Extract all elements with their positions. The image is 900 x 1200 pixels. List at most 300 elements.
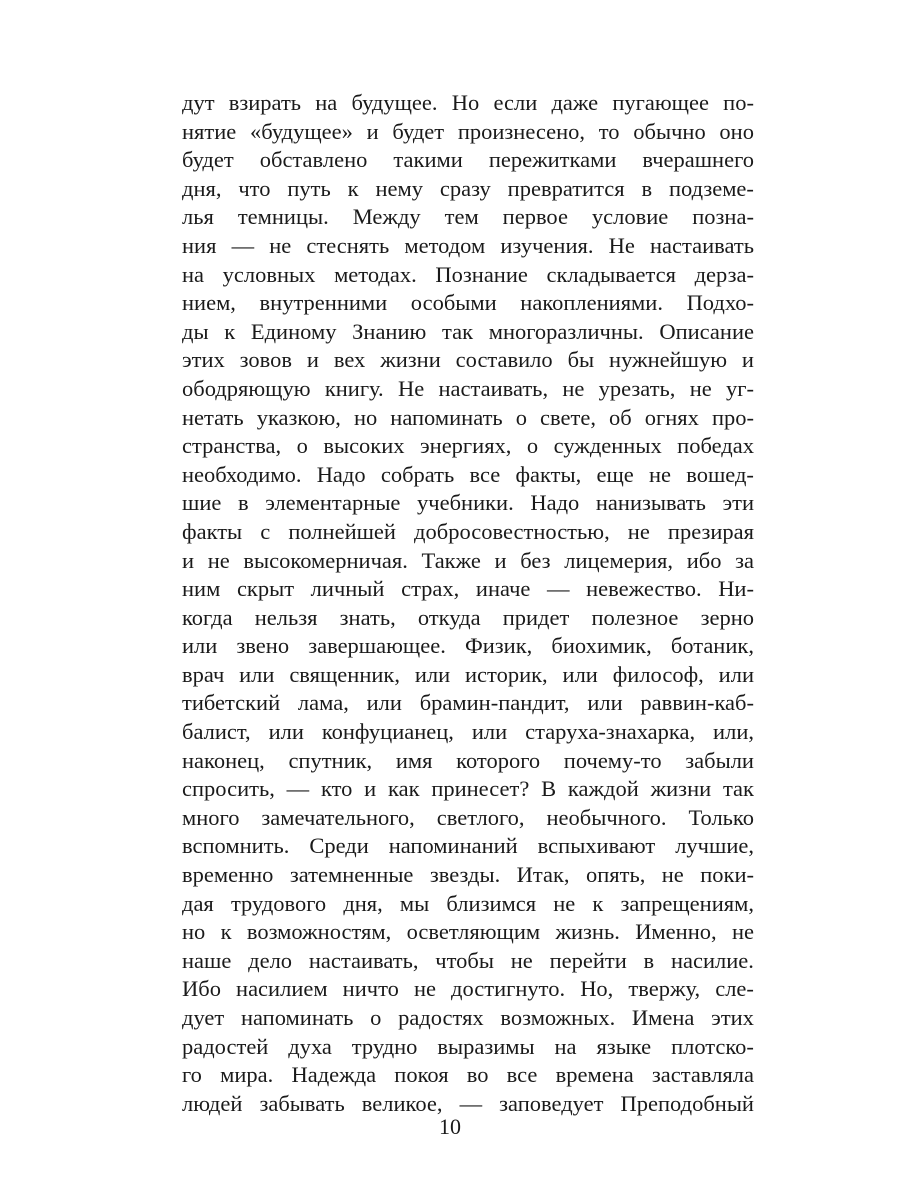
- text-line: [182, 1033, 754, 1062]
- text-line: [182, 604, 754, 633]
- word: Подхо-: [686, 290, 754, 316]
- text-line-words: [182, 632, 754, 661]
- word: го: [182, 1062, 202, 1088]
- word: накоплениями.: [520, 290, 663, 316]
- word: Надо: [316, 461, 366, 487]
- word: врач: [182, 661, 225, 687]
- word: на: [554, 1033, 577, 1059]
- word: скрыт: [236, 576, 295, 602]
- word: или: [587, 690, 623, 716]
- word: историк,: [465, 661, 548, 687]
- word: наше: [182, 947, 232, 973]
- text-line-words: [182, 747, 754, 776]
- word: радостей: [182, 1033, 269, 1059]
- word: тем: [444, 204, 479, 230]
- word: имя: [395, 747, 433, 773]
- word: или: [239, 661, 275, 687]
- word: плотско-: [671, 1033, 754, 1059]
- word: свете,: [540, 404, 596, 430]
- word: о: [515, 404, 527, 430]
- word: к: [224, 318, 236, 344]
- text-line-words: [182, 1061, 754, 1090]
- text-line: [182, 404, 754, 433]
- word: полнейшей: [288, 518, 396, 544]
- word: об: [609, 404, 632, 430]
- word: невежество.: [586, 576, 702, 602]
- word: перейти: [549, 947, 627, 973]
- word: складывается: [546, 261, 676, 287]
- text-line-words: [182, 575, 754, 604]
- word: оно: [719, 118, 754, 144]
- word: жизни: [650, 776, 712, 802]
- text-line-words: [182, 318, 754, 347]
- word: светлого,: [436, 804, 525, 830]
- word: зовов: [239, 347, 293, 373]
- word: Имена: [631, 1005, 695, 1030]
- word: к: [592, 890, 604, 916]
- word: Надо: [530, 490, 580, 516]
- word: старуха-знахарка,: [525, 719, 696, 745]
- word: мы: [399, 890, 430, 916]
- word: особыми: [410, 290, 497, 316]
- text-line: [182, 661, 754, 690]
- word: если: [493, 90, 538, 115]
- word: ним: [182, 576, 221, 602]
- text-line: [182, 261, 754, 290]
- word: или: [718, 661, 754, 687]
- text-line-words: [182, 947, 754, 976]
- word: зерно: [700, 604, 754, 630]
- word: духа: [288, 1033, 332, 1059]
- word: так: [442, 318, 474, 344]
- word: про-: [711, 404, 754, 430]
- word: священник,: [289, 661, 400, 687]
- word: —: [547, 576, 570, 602]
- text-line-words: [182, 804, 754, 833]
- word: многоразличны.: [488, 318, 644, 344]
- word: в: [641, 175, 653, 201]
- text-line-words: [182, 461, 754, 490]
- word: мира.: [220, 1062, 274, 1088]
- word: —: [286, 776, 310, 802]
- word: эти: [722, 490, 754, 516]
- word: произнесено,: [457, 118, 586, 144]
- word: Надежда: [291, 1062, 377, 1088]
- word: все: [506, 1062, 538, 1088]
- word: завершающее.: [308, 633, 446, 659]
- word: В: [541, 776, 557, 802]
- word: почему-то: [563, 747, 662, 773]
- body-text: [182, 89, 754, 1118]
- word: откуда: [417, 604, 481, 630]
- word: огнях: [644, 404, 699, 430]
- word: Не: [608, 232, 635, 258]
- word: когда: [182, 604, 233, 630]
- word: запрещениям,: [620, 890, 754, 916]
- word: энергиях,: [420, 433, 512, 459]
- word: Знанию: [352, 318, 427, 344]
- text-line: [182, 489, 754, 518]
- word: подземе-: [668, 175, 754, 201]
- word: книгу.: [324, 375, 384, 401]
- word: первое: [502, 204, 568, 230]
- word: будет: [392, 118, 445, 144]
- word: философ,: [612, 661, 704, 687]
- word: шие: [182, 490, 222, 516]
- word: звено: [236, 633, 290, 659]
- word: не: [689, 375, 712, 401]
- word: вспомнить.: [182, 833, 290, 859]
- word: путь: [287, 175, 331, 201]
- word: выразимы: [437, 1033, 535, 1059]
- word: вех: [333, 347, 366, 373]
- word: обычно: [633, 118, 706, 144]
- word: настаивать,: [308, 947, 419, 973]
- word: уг-: [725, 375, 754, 401]
- word: в: [237, 490, 249, 516]
- word: Также: [421, 547, 481, 573]
- word: о: [526, 433, 539, 459]
- word: и: [366, 118, 379, 144]
- text-line: [182, 804, 754, 833]
- word: то: [598, 118, 620, 144]
- word: будущее.: [351, 90, 438, 115]
- word: собрать: [380, 461, 455, 487]
- word: этих: [182, 347, 225, 373]
- word: методах.: [334, 261, 417, 287]
- word: факты: [182, 518, 243, 544]
- text-line-words: [182, 489, 754, 518]
- word: Ибо: [182, 976, 221, 1002]
- word: трудового: [230, 890, 327, 916]
- word: времена: [555, 1062, 634, 1088]
- word: указкою,: [256, 404, 341, 430]
- word: дая: [182, 890, 214, 916]
- word: затемненные: [289, 862, 414, 888]
- word: не: [649, 461, 672, 487]
- word: Но,: [580, 976, 614, 1002]
- text-line: [182, 890, 754, 919]
- text-line: [182, 232, 754, 261]
- word: не: [627, 518, 650, 544]
- text-line-words: [182, 346, 754, 375]
- word: даже: [551, 90, 599, 115]
- word: или: [366, 690, 402, 716]
- text-line-words: [182, 118, 754, 147]
- word: близимся: [446, 890, 537, 916]
- word: Только: [688, 804, 754, 830]
- word: изучения.: [500, 232, 594, 258]
- word: радостях: [398, 1005, 484, 1030]
- word: придет: [502, 604, 570, 630]
- word: о: [370, 1005, 382, 1030]
- word: дня,: [182, 175, 222, 201]
- word: жизни: [380, 347, 441, 373]
- word: или: [414, 661, 451, 687]
- word: за: [735, 547, 754, 573]
- word: не: [731, 919, 754, 945]
- word: принесет?: [431, 776, 530, 802]
- word: напоминать: [390, 404, 503, 430]
- word: страх,: [401, 576, 460, 602]
- word: временно: [182, 862, 274, 888]
- text-line-words: [182, 861, 754, 890]
- word: и: [364, 776, 377, 802]
- word: ибо: [686, 547, 722, 573]
- word: —: [231, 232, 255, 258]
- word: звезды.: [429, 862, 501, 888]
- word: с: [260, 518, 271, 544]
- text-line-words: [182, 975, 754, 1004]
- word: насилие.: [670, 947, 754, 973]
- word: странства,: [182, 433, 282, 459]
- text-line: [182, 432, 754, 461]
- word: трудно: [351, 1033, 418, 1059]
- word: дут: [182, 90, 215, 115]
- word: дня,: [343, 890, 383, 916]
- text-line: [182, 832, 754, 861]
- text-line-words: [182, 689, 754, 718]
- word: нием,: [182, 290, 236, 316]
- word: все: [469, 461, 501, 487]
- word: биохимик,: [551, 633, 652, 659]
- text-line-words: [182, 432, 754, 461]
- text-line: [182, 289, 754, 318]
- word: ния: [182, 232, 217, 258]
- word: что: [238, 175, 271, 201]
- text-line-words: [182, 775, 754, 804]
- text-line-words: [182, 1033, 754, 1062]
- word: высоких: [323, 433, 405, 459]
- word: поки-: [700, 862, 754, 888]
- text-line: [182, 518, 754, 547]
- word: Описание: [659, 318, 754, 344]
- word: сле-: [715, 976, 754, 1002]
- word: учебники.: [417, 490, 514, 516]
- word: высокомерничая.: [243, 547, 408, 573]
- text-line: [182, 575, 754, 604]
- word: или: [268, 719, 304, 745]
- text-line-words: [182, 1004, 754, 1033]
- word: будет: [182, 147, 234, 173]
- word: тибетский: [182, 690, 281, 716]
- word: нетать: [182, 404, 244, 430]
- text-line: [182, 632, 754, 661]
- text-line: [182, 118, 754, 147]
- word: балист,: [182, 719, 251, 745]
- text-line-words: [182, 89, 754, 118]
- word: ды: [182, 318, 209, 344]
- word: не: [269, 232, 292, 258]
- word: Не: [397, 375, 425, 401]
- word: Среди: [309, 833, 369, 859]
- word: этих: [711, 1005, 754, 1030]
- word: или: [562, 661, 598, 687]
- text-line: [182, 146, 754, 175]
- word: —: [459, 1090, 483, 1116]
- text-line-words: [182, 547, 754, 576]
- word: еще: [596, 461, 634, 487]
- word: но: [353, 404, 378, 430]
- word: «будущее»: [249, 118, 353, 144]
- word: вчерашнего: [642, 147, 754, 173]
- text-line-words: [182, 918, 754, 947]
- word: как: [388, 776, 420, 802]
- word: напоминаний: [388, 833, 518, 859]
- word: добросовестностью,: [414, 518, 610, 544]
- text-line: [182, 975, 754, 1004]
- word: дует: [182, 1005, 225, 1030]
- word: урезать,: [598, 375, 676, 401]
- text-line: [182, 718, 754, 747]
- word: иначе: [475, 576, 531, 602]
- text-line: [182, 203, 754, 232]
- word: забывать: [259, 1090, 345, 1116]
- word: бы: [567, 347, 595, 373]
- text-line: [182, 747, 754, 776]
- word: каждой: [567, 776, 639, 802]
- word: и: [494, 547, 507, 573]
- word: наконец,: [182, 747, 265, 773]
- word: Познание: [435, 261, 528, 287]
- word: достигнуто.: [451, 976, 566, 1002]
- word: такими: [393, 147, 463, 173]
- word: не: [661, 862, 684, 888]
- text-line: [182, 861, 754, 890]
- word: дело: [248, 947, 293, 973]
- word: или: [182, 633, 218, 659]
- text-line: [182, 89, 754, 118]
- word: покоя: [394, 1062, 449, 1088]
- word: Итак,: [516, 862, 570, 888]
- word: без: [520, 547, 551, 573]
- word: забыли: [685, 747, 754, 773]
- word: осветляющим: [406, 919, 541, 945]
- word: к: [347, 175, 359, 201]
- word: составило: [455, 347, 553, 373]
- word: ничто: [342, 976, 399, 1002]
- word: Между: [352, 204, 421, 230]
- word: знать,: [339, 604, 396, 630]
- word: не: [562, 375, 585, 401]
- word: лицемерия,: [564, 547, 674, 573]
- word: Ни-: [718, 576, 754, 602]
- word: о: [296, 433, 308, 459]
- text-line: [182, 318, 754, 347]
- word: Преподобный: [620, 1090, 754, 1116]
- word: превратится: [507, 175, 625, 201]
- text-line: [182, 1061, 754, 1090]
- word: нанизывать: [595, 490, 706, 516]
- word: возможных.: [500, 1005, 616, 1030]
- word: нятие: [182, 118, 237, 144]
- word: раввин-каб-: [640, 690, 754, 716]
- word: не: [553, 890, 576, 916]
- word: факты,: [515, 461, 582, 487]
- word: кто: [320, 776, 353, 802]
- text-line: [182, 689, 754, 718]
- text-line-words: [182, 604, 754, 633]
- word: элементарные: [265, 490, 401, 516]
- word: не: [207, 547, 230, 573]
- word: лама,: [297, 690, 349, 716]
- word: и: [182, 547, 195, 573]
- word: насилием: [236, 976, 328, 1002]
- word: на: [182, 261, 205, 287]
- word: Но: [451, 90, 480, 115]
- word: внутренними: [259, 290, 388, 316]
- text-line: [182, 918, 754, 947]
- word: дерза-: [694, 261, 754, 287]
- word: сужденных: [553, 433, 662, 459]
- word: спутник,: [288, 747, 373, 773]
- word: вошед-: [686, 461, 754, 487]
- word: методом: [404, 232, 486, 258]
- word: которого: [456, 747, 541, 773]
- text-line-words: [182, 518, 754, 547]
- text-line: [182, 947, 754, 976]
- word: и: [306, 347, 319, 373]
- word: напоминать: [240, 1005, 354, 1030]
- word: языке: [596, 1033, 652, 1059]
- word: не: [510, 947, 533, 973]
- text-line-words: [182, 661, 754, 690]
- word: нему: [375, 175, 423, 201]
- word: темницы.: [237, 204, 329, 230]
- word: пугающее: [612, 90, 709, 115]
- text-line-words: [182, 289, 754, 318]
- text-line: [182, 461, 754, 490]
- word: опять,: [585, 862, 646, 888]
- word: сразу: [439, 175, 491, 201]
- word: заставляла: [651, 1062, 754, 1088]
- word: взирать: [228, 90, 302, 115]
- word: необходимо.: [182, 461, 302, 487]
- word: Единому: [250, 318, 337, 344]
- word: пережитками: [488, 147, 617, 173]
- word: Именно,: [635, 919, 717, 945]
- word: нужнейшую: [609, 347, 728, 373]
- text-line-words: [182, 890, 754, 919]
- word: ободряющую: [182, 375, 311, 401]
- word: и: [741, 347, 754, 373]
- word: или,: [713, 719, 754, 745]
- text-line-words: [182, 146, 754, 175]
- text-line-words: [182, 175, 754, 204]
- text-line-words: [182, 261, 754, 290]
- text-line: [182, 375, 754, 404]
- word: людей: [182, 1090, 243, 1116]
- word: вспыхивают: [537, 833, 656, 859]
- word: великое,: [361, 1090, 443, 1116]
- word: победах: [677, 433, 754, 459]
- word: условие: [591, 204, 669, 230]
- word: условных: [222, 261, 316, 287]
- word: обставлено: [259, 147, 368, 173]
- word: настаивать: [650, 232, 754, 258]
- word: настаивать,: [438, 375, 549, 401]
- word: не: [413, 976, 436, 1002]
- word: необычного.: [546, 804, 667, 830]
- text-line-words: [182, 832, 754, 861]
- word: позна-: [692, 204, 754, 230]
- text-line-words: [182, 203, 754, 232]
- word: презирая: [667, 518, 754, 544]
- word: во: [466, 1062, 489, 1088]
- word: но: [182, 919, 206, 945]
- text-line: [182, 775, 754, 804]
- word: много: [182, 804, 240, 830]
